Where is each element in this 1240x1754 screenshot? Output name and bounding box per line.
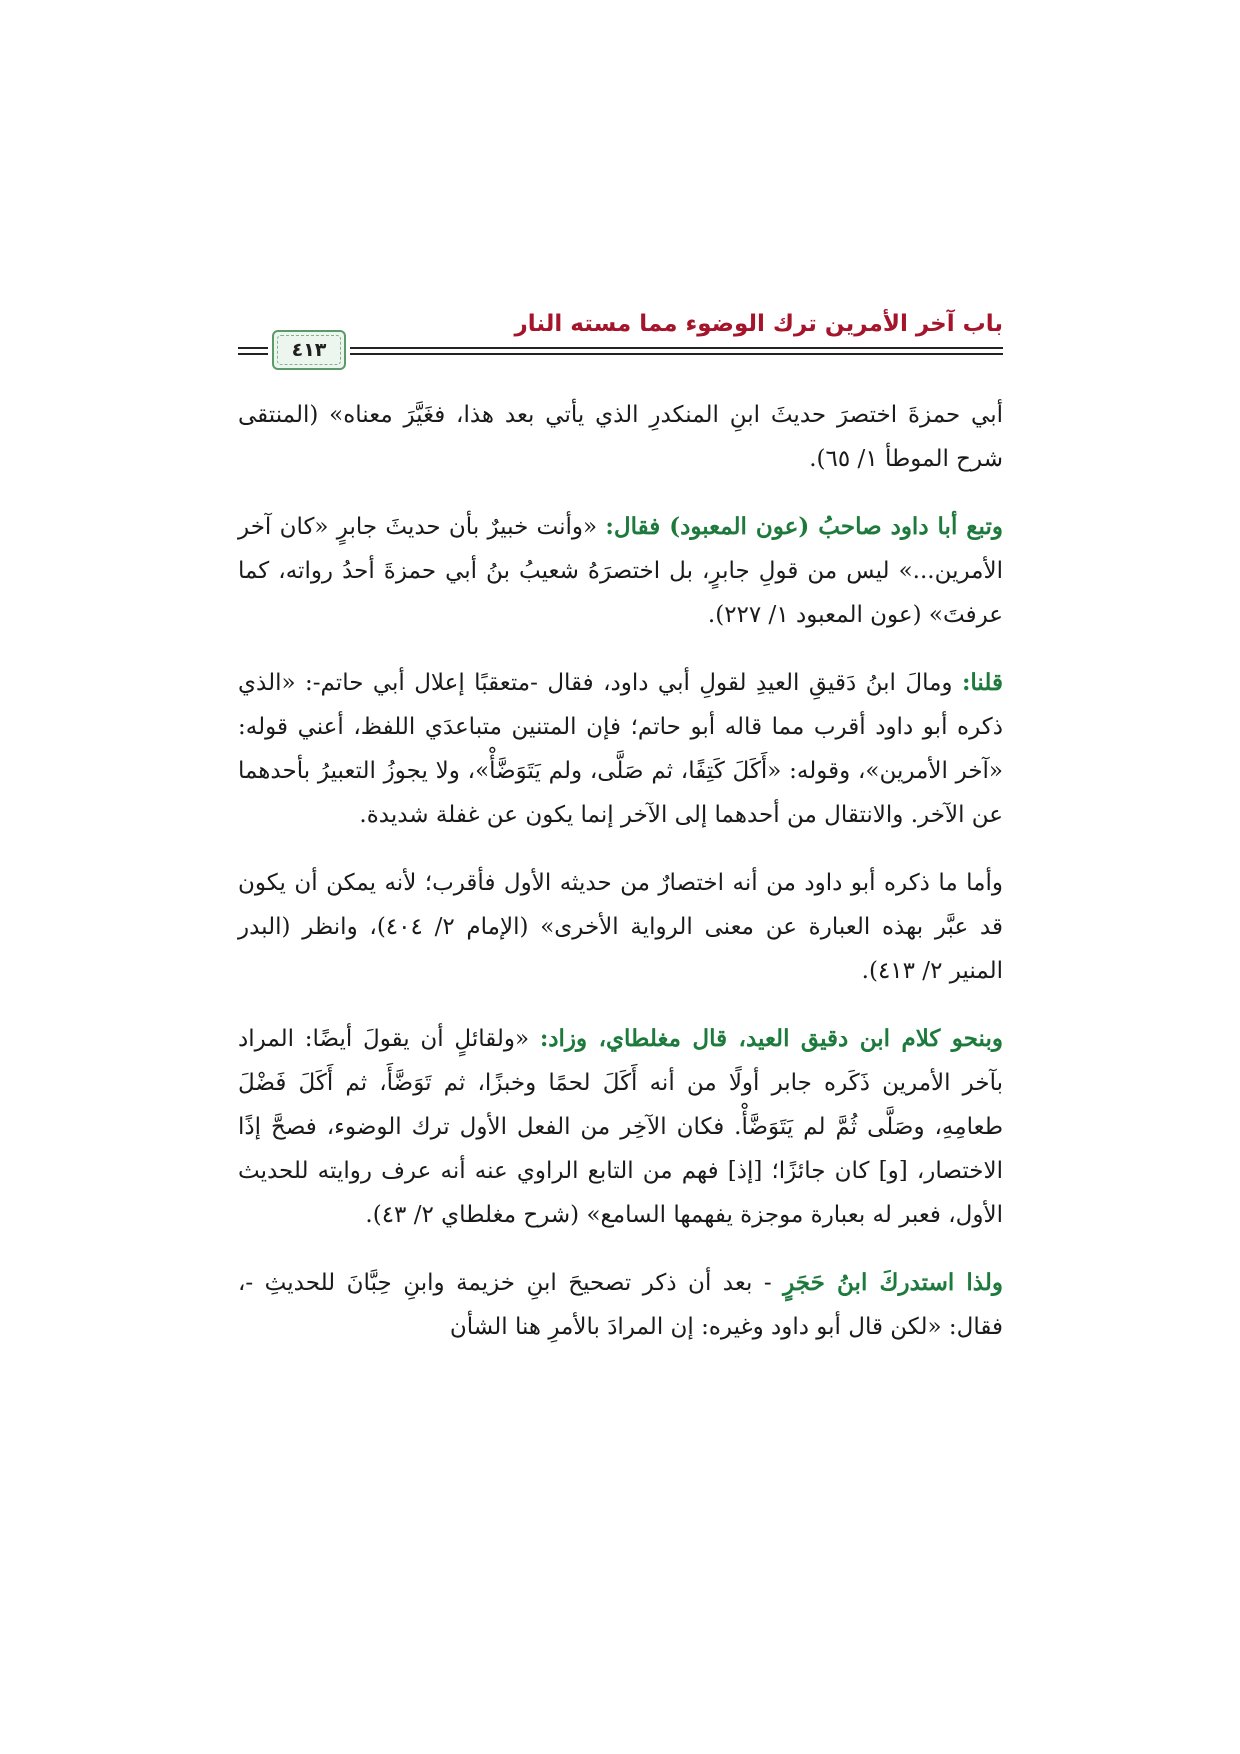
- page-number-badge: [272, 330, 346, 370]
- paragraph-2: [238, 505, 1003, 637]
- paragraph-4: [238, 861, 1003, 993]
- paragraph-text: أبي حمزةَ اختصرَ حديثَ ابنِ المنكدرِ الذي يأتي بعد هذا، فغَيَّرَ معناه» (المنتقى شرح الموطأ ١/ ٦٥).: [238, 402, 1003, 472]
- header-rule-double: [350, 353, 1003, 355]
- paragraph-lead: قلنا:: [961, 669, 1003, 696]
- paragraph-text: - بعد أن ذكر تصحيحَ ابنِ خزيمة وابنِ حِبَّانَ للحديثِ -، فقال: «لكن قال أبو داود وغيره: إن المرادَ بالأمرِ هنا الشأن: [238, 1270, 1003, 1340]
- header-rule: [350, 347, 1003, 349]
- page-number: ٤١٣: [291, 339, 327, 361]
- paragraph-text: «وأنت خبيرٌ بأن حديثَ جابرٍ «كان آخر الأمرين...» ليس من قولِ جابرٍ، بل اختصرَهُ شعيبُ بنُ أبي حمزةَ أحدُ رواته، كما عرفتَ» (عون المعبود ١/ ٢٢٧).: [238, 514, 1003, 628]
- paragraph-1: [238, 393, 1003, 481]
- paragraph-6: [238, 1261, 1003, 1349]
- paragraph-5: [238, 1017, 1003, 1237]
- paragraph-lead: وبنحو كلام ابن دقيق العيد، قال مغلطاي، وزاد:: [539, 1025, 1003, 1052]
- paragraph-lead: وتبع أبا داود صاحبُ (عون المعبود) فقال:: [605, 513, 1003, 540]
- page-body: [238, 393, 1003, 1373]
- book-page: [238, 305, 1003, 1705]
- paragraph-text: ومالَ ابنُ دَقيقِ العيدِ لقولِ أبي داود، فقال -متعقبًا إعلال أبي حاتم-: «الذي ذكره أبو داود أقرب مما قاله أبو حاتم؛ فإن المتنين متباعدَي اللفظ، أعني قوله: «آخر الأمرين»، وقوله: «أَكَلَ كَتِفًا، ثم صَلَّى، ولم يَتَوَضَّأْ»، ولا يجوزُ التعبيرُ بأحدهما عن الآخر. والانتقال من أحدهما إلى الآخر إنما يكون عن غفلة شديدة.: [238, 670, 1003, 828]
- page-header: [238, 305, 1003, 377]
- paragraph-text: «ولقائلٍ أن يقولَ أيضًا: المراد بآخر الأمرين ذَكَره جابر أولًا من أنه أَكَلَ لحمًا وخبزًا، ثم تَوَضَّأَ، ثم أَكَلَ فَضْلَ طعامِهِ، وصَلَّى ثُمَّ لم يَتَوَضَّأْ. فكان الآخِر من الفعل الأول ترك الوضوء، فصحَّ إذًا الاختصار، [و] كان جائزًا؛ [إذ] فهم من التابع الراوي عنه أنه عرف روايته للحديث الأول، فعبر له بعبارة موجزة يفهمها السامع» (شرح مغلطاي ٢/ ٤٣).: [238, 1026, 1003, 1228]
- running-title: باب آخر الأمرين ترك الوضوء مما مسته النار: [514, 311, 1003, 337]
- paragraph-text: وأما ما ذكره أبو داود من أنه اختصارٌ من حديثه الأول فأقرب؛ لأنه يمكن أن يكون قد عبَّر بهذه العبارة عن معنى الرواية الأخرى» (الإمام ٢/ ٤٠٤)، وانظر (البدر المنير ٢/ ٤١٣).: [238, 870, 1004, 984]
- paragraph-lead: ولذا استدركَ ابنُ حَجَرٍ: [783, 1269, 1003, 1296]
- header-rule-left-double: [238, 353, 268, 355]
- paragraph-3: [238, 661, 1003, 837]
- header-rule-left: [238, 347, 268, 349]
